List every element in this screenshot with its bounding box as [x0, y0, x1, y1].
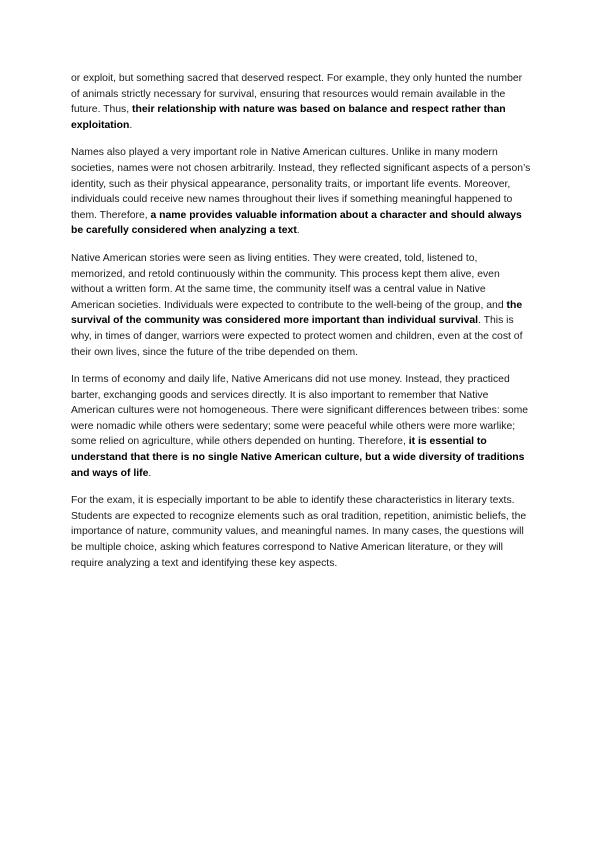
paragraph-economy-diversity [71, 372, 531, 481]
paragraph-nature-respect [71, 71, 531, 133]
paragraph-names [71, 145, 531, 239]
paragraph-text: In terms of economy and daily life, Native Americans did not use money. Instead, they practiced barter, exchanging goods and services directly. It is also important to remember that Native American cultures were not homogeneous. There were significant differences between tribes: some were nomadic while others were sedentary; some were peaceful while others were more warlike; some relied on agriculture, while others depended on hunting. Therefore, [71, 374, 529, 448]
paragraph-text: Names also played a very important role in Native American cultures. Unlike in many modern societies, names were not chosen arbitrarily. Instead, they reflected significant aspects of a person’s identity, such as their physical appearance, personality traits, or important life events. Moreover, individuals could receive new names throughout their lives if something meaningful happened to them. Therefore, [71, 147, 531, 221]
paragraph-text: . This is why, in times of danger, warriors were expected to protect women and children, even at the cost of their own lives, since the future of the tribe depended on them. [71, 315, 523, 358]
paragraph-text: . [148, 467, 152, 479]
bold-statement: their relationship with nature was based on balance and respect rather than exploitation [71, 104, 506, 131]
document-body [71, 71, 531, 583]
paragraph-text: Native American stories were seen as living entities. They were created, told, listened to, memorized, and retold continuously within the community. This process kept them alive, even without a written form. At the same time, the community itself was a central value in Native American societies. Individuals were expected to contribute to the well-being of the group, and [71, 252, 507, 311]
bold-statement: a name provides valuable information about a character and should always be carefully considered when analyzing a text [71, 209, 522, 237]
paragraph-exam [71, 493, 531, 571]
paragraph-stories-community [71, 251, 531, 360]
paragraph-text: or exploit, but something sacred that deserved respect. For example, they only hunted the number of animals strictly necessary for survival, ensuring that resources would remain available in the future. Thus, [71, 73, 523, 116]
bold-statement: the survival of the community was considered more important than individual survival [71, 299, 523, 327]
paragraph-text: . [296, 225, 300, 237]
paragraph-text: For the exam, it is especially important to be able to identify these characteristics in literary texts. Students are expected to recognize elements such as oral tradition, repetition, animistic beliefs, the importance of nature, community values, and meaningful names. In many cases, the questions will be multiple choice, asking which features correspond to Native American literature, or they will require analyzing a text and identifying these key aspects. [71, 495, 527, 569]
bold-statement: it is essential to understand that there is no single Native American culture, but a wide diversity of traditions and ways of life [71, 436, 525, 479]
paragraph-text: . [129, 119, 133, 131]
